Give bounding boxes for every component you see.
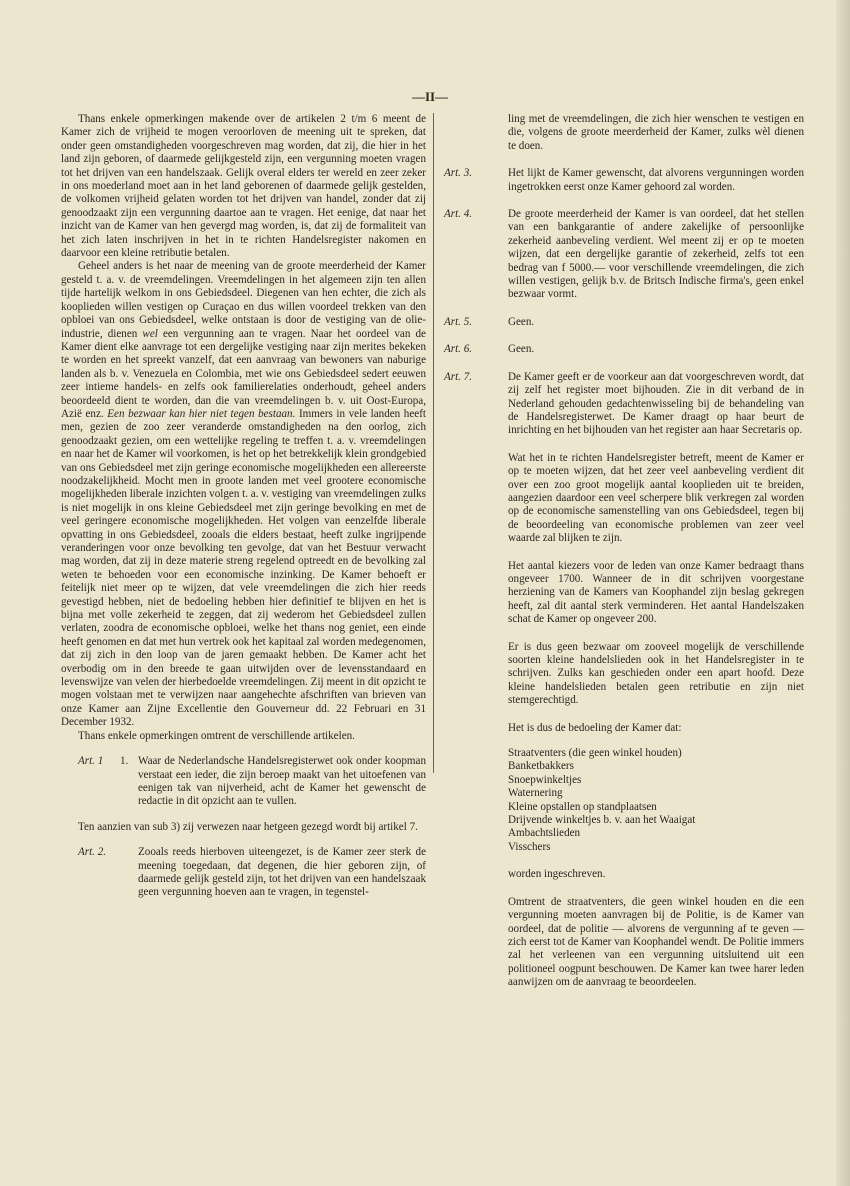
article-4-label: Art. 4. <box>444 208 473 221</box>
article-1 <box>61 755 426 809</box>
article-4-text: De groote meerderheid der Kamer is van oordeel, dat het stellen van een bankgarantie of andere zakelijke of persoonlijke zekerheid aanbeveling verdient. Wel meent zij er op te moeten wijzen, dat een dergelijke garantie of zekerheid, zelfs tot een bedrag van f 5000.— voor verschillende vreemdelingen, die zich willen vestigen, gelijk b.v. de Britsch Indische firma's, geen enkel bezwaar vormt. <box>508 208 804 301</box>
page-edge-shadow <box>836 0 850 1186</box>
list-item: Snoepwinkeltjes <box>508 773 582 786</box>
paragraph-artikelen-intro: Thans enkele opmerkingen omtrent de verschillende artikelen. <box>78 729 355 742</box>
list-item: Straatventers (die geen winkel houden) <box>508 747 682 760</box>
article-3-label: Art. 3. <box>444 167 473 180</box>
column-divider <box>433 113 434 773</box>
article-2-text: Zooals reeds hierboven uiteengezet, is de Kamer zeer sterk de meening toegedaan, dat degenen, die hier geboren zijn, of daarmede gelijk gesteld zijn, tot het drijven van een handelszaak geen vergunning hoeven aan te vragen, in tegenstel- <box>138 846 426 899</box>
right-column <box>444 113 804 990</box>
article-2-label: Art. 2. <box>78 846 107 859</box>
page-number: —II— <box>411 89 449 104</box>
paragraph-handelsregister: Wat het in te richten Handelsregister betreft, meent de Kamer er op te moeten wijzen, dat het zeer veel aanbeveling verdient dit over een zoo groot mogelijk aantal kooplieden uit te breiden, aangezien daardoor een veel scherpere blik verkregen zal worden op de economische samenstelling van ons Gebiedsdeel, tegen bij de beoordeeling van economische problemen van zeer veel waarde zal blijken te zijn. <box>508 451 804 545</box>
list-item: Banketbakkers <box>508 760 574 773</box>
article-2-continuation: ling met de vreemdelingen, die zich hier wenschen te vestigen en die, volgens de groote meerderheid der Kamer, zulks wèl dienen te doen. <box>508 113 804 152</box>
article-3-text: Het lijkt de Kamer gewenscht, dat alvorens vergunningen worden ingetrokken eerst onze Kamer gehoord zal worden. <box>508 167 804 193</box>
article-2 <box>61 846 426 900</box>
list-item: Drijvende winkeltjes b. v. aan het Waaigat <box>508 814 696 827</box>
categories-list <box>444 747 804 854</box>
article-3 <box>444 167 804 194</box>
article-1-text: Waar de Nederlandsche Handelsregisterwet ook onder koopman verstaat een ieder, die zijn beroep maakt van het uitoefenen van eenigen tak van nijverheid, acht de Kamer het gewenscht de redactie in dit opzicht aan te vullen. <box>138 755 426 808</box>
article-1-number: 1. <box>120 755 129 768</box>
article-4 <box>444 208 804 302</box>
article-6-label: Art. 6. <box>444 343 473 356</box>
paragraph-vreemdelingen: Geheel anders is het naar de meening van de groote meerderheid der Kamer gesteld t. a. v. de vreemdelingen. Vreemdelingen in het algemeen zijn ten allen tijde hartelijk welkom in ons Gebiedsdeel. Diegenen van hen echter, die zich als kooplieden willen vestigen op Curaçao en dus willen voordeel trekken van den opbloei van ons Gebiedsdeel, welke ontstaan is door de vestiging van de olie-industrie, dienen wel een vergunning aan te vragen. Naar het oordeel van de Kamer dient elke aanvrage tot een dergelijke vestiging naar zijn merites bekeken te worden en het spreekt vanzelf, dat een aanvraag van bewoners van naburige landen als b. v. Venezuela en Colombia, met wie ons Gebiedsdeel sedert eeuwen zeer intieme handels- en zelfs ook familierelaties onderhoudt, geheel anders beoordeeld dient te worden, dan die van vreemdelingen b. v. uit Oost-Europa, Azië enz. Een bezwaar kan hier niet tegen bestaan. Immers in vele landen heeft men, gezien de zoo zeer veranderde omstandigheden na den oorlog, zich genoodzaakt gezien, om een wettelijke regeling te treffen t. a. v. vreemdelingen en naar het de Kamer wil voorkomen, is het op het betrekkelijk klein grondgebied van ons Gebiedsdeel met zijn geringe economische mogelijkheden een allereerste noodzakelijkheid. Mocht men in groote landen met veel grootere economische mogelijkheden liberale inzichten volgen t. a. v. vestiging van vreemdelingen zulks is niet mogelijk in ons kleine Gebiedsdeel met zijn geringe bevolking en met de veel geringere economische mogelijkheden. Het volgen van eenzelfde liberale opvatting in ons Gebiedsdeel, zooals die elders bestaat, heeft zulke ingrijpende veranderingen voor onze bevolking ten gevolge, dat van het Bestuur verwacht mag worden, dat zij in deze materie streng regelend optreedt en de bevolking zal weten te behoeden voor een economische inzinking. De Kamer behoeft er feitelijk niet meer op te wijzen, dat vele vreemdelingen die zich hier reeds gevestigd hebben, niet de bedoeling hebben hier definitief te blijven en het is bijna met volle zekerheid te zeggen, dat zij wederom het Gebiedsdeel zullen verlaten, zoodra de economische opbloei, welke het thans nog geniet, een einde heeft genomen en dat met hun vertrek ook het kapitaal zal worden medegenomen, dat zij zich in den loop van de jaren gemaakt hebben. De Kamer acht het overbodig om in den breede te gaan uitwijden over de levensstandaard en levenswijze van velen der hierbedoelde vreemdelingen. Zij meent in dit opzicht te mogen volstaan met te verwijzen naar aangehechte afschriften van brieven van onze Kamer aan Zijne Excellentie den Gouverneur dd. 22 Februari en 31 December 1932. <box>61 260 426 729</box>
paragraph-bedoeling: Het is dus de bedoeling der Kamer dat: <box>508 721 682 734</box>
list-item: Waternering <box>508 787 563 800</box>
paragraph-kleine-handelslieden: Er is dus geen bezwaar om zooveel mogelijk de verschillende soorten kleine handelslieden ook in het Handelsregister in te schrijven. Zulks kan geschieden onder een apart hoofd. Deze kleine handelslieden betalen geen retributie en zijn niet stemgerechtigd. <box>508 640 804 707</box>
list-item: Kleine opstallen op standplaatsen <box>508 800 657 813</box>
article-7-text: De Kamer geeft er de voorkeur aan dat voorgeschreven wordt, dat zij zelf het register moet bijhouden. Zie in dit verband de in Nederland gehouden gedachtenwisseling bij de behandeling van de Handelsregisterwet. De Kamer draagt op haar beurt de inrichting en het bijhouden van het register aan haar Secretaris op. <box>508 370 804 437</box>
article-6-text: Geen. <box>508 343 535 356</box>
paragraph-kiezers: Het aantal kiezers voor de leden van onze Kamer bedraagt thans ongeveer 1700. Wanneer de in dit schrijven voorgestane herziening van de Kamers van Koophandel zijn beslag gekregen heeft, zal dit aantal sterk verminderen. Het aantal Handelszaken schat de Kamer op ongeveer 200. <box>508 559 804 626</box>
paragraph-sub3: Ten aanzien van sub 3) zij verwezen naar hetgeen gezegd wordt bij artikel 7. <box>78 820 418 833</box>
article-7-label: Art. 7. <box>444 370 473 383</box>
list-item: Visschers <box>508 840 551 853</box>
paragraph-straatventers: Omtrent de straatventers, die geen winkel houden en die een vergunning moeten aanvragen bij de Politie, is de Kamer van oordeel, dat de politie — alvorens de vergunning af te geven — zich eerst tot de Kamer van Koophandel wendt. De Politie immers zal het verleenen van een vergunning uitsluitend uit een politioneel oogpunt beschouwen. De Kamer kan twee harer leden aanwijzen om de aanvraag te beoordeelen. <box>508 895 804 989</box>
paragraph-intro: Thans enkele opmerkingen makende over de artikelen 2 t/m 6 meent de Kamer zich de vrijheid te mogen veroorloven de meening uit te spreken, dat onder geen omstandigheden voorgeschreven mag worden, dat zij, die hier in het land zijn geboren, of daarmede gelijkgesteld zijn, een vergunning moeten vragen tot het drijven van een handelszaak. Gelijk overal elders ter wereld en zeer zeker in ons moederland moet aan in het land geborenen of daarmede gelijk gestelden, de volkomen vrijheid gelaten worden tot het drijven van handel, zonder dat zij genoodzaakt zijn een vergunning daartoe aan te vragen. Het eenige, dat naar het inzicht van de Kamer van hen gevergd mag worden, is, dat zij de formaliteit van het zich laten inschrijven in het in te richten Handelsregister nakomen en daarvoor een kleine retributie betalen. <box>61 113 426 260</box>
emphasis-wel: wel <box>142 327 158 340</box>
article-5 <box>444 316 804 329</box>
paragraph-ingeschreven: worden ingeschreven. <box>508 868 606 881</box>
article-7 <box>444 371 804 438</box>
article-6 <box>444 343 804 356</box>
article-5-label: Art. 5. <box>444 315 473 328</box>
list-item: Ambachtslieden <box>508 827 581 840</box>
article-1-label: Art. 1 <box>78 755 104 768</box>
article-5-text: Geen. <box>508 315 535 328</box>
left-column <box>61 113 426 900</box>
emphasis-bezwaar: Een bezwaar kan hier niet tegen bestaan. <box>107 407 296 420</box>
